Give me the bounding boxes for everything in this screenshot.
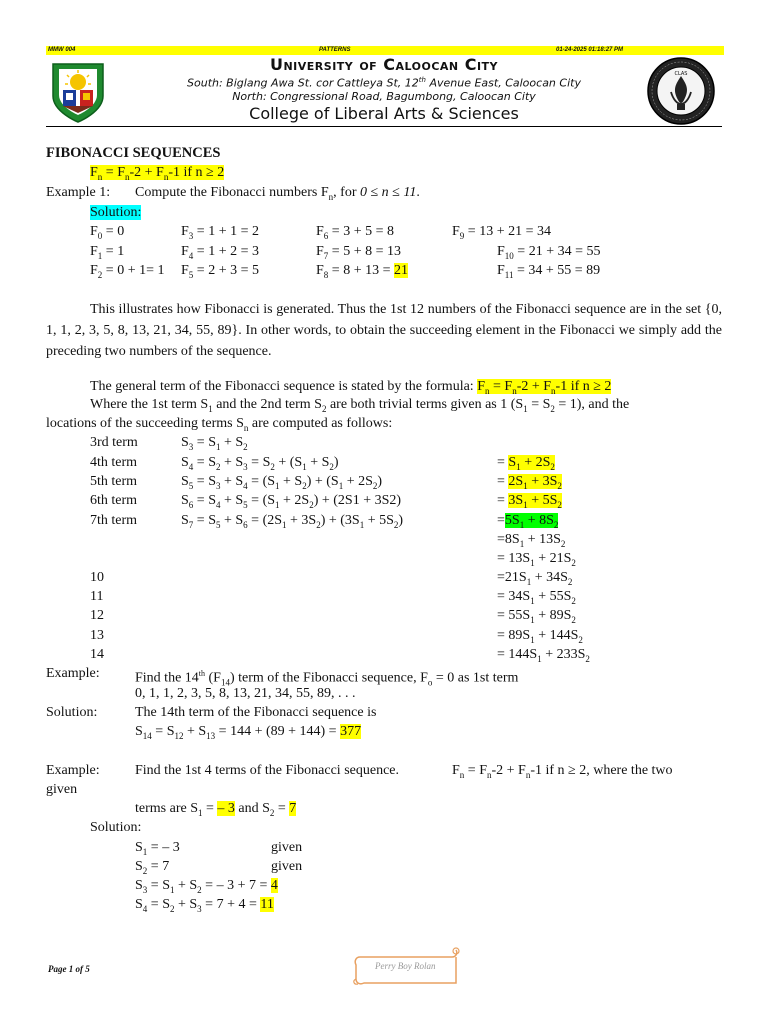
topic: PATTERNS — [319, 47, 351, 53]
fib-value: $F_9 = 13 + 21 = 34$ — [452, 224, 551, 241]
example2-line1: The 14th term of the Fibonacci sequence is — [135, 705, 377, 720]
example3-label: Example: — [46, 763, 100, 778]
fib-value: $F_1 = 1$ — [90, 244, 125, 261]
seal-text: CLAS — [674, 71, 688, 77]
term-result: $=8S_1 + 13S_2$ — [497, 532, 566, 549]
course-code: MMW 004 — [48, 47, 76, 53]
term-result: = $89S_1 + 144S_2$ — [497, 628, 583, 645]
term-expr: $S_3 = S_1 + S_2$ — [181, 435, 248, 452]
fib-value: $F_7 = 5 + 8 = 13$ — [316, 244, 401, 261]
fib-value: $F_6 = 3 + 5 = 8$ — [316, 224, 394, 241]
term-result: = $13S_1 + 21S_2$ — [497, 551, 576, 568]
term-label: 7th term — [90, 513, 138, 528]
fib-value: $F_0 = 0$ — [90, 224, 125, 241]
header-bar — [46, 46, 724, 55]
term-result: = $55S_1 + 89S_2$ — [497, 608, 576, 625]
example3-solution-label: Solution: — [90, 820, 142, 835]
example3-given: given — [46, 782, 78, 797]
page-number: Page 1 of 5 — [48, 964, 90, 974]
term-expr: $S_5 = S_3 + S_4 = (S_1 + S_2) + (S_1 + 2S_2)$ — [181, 474, 383, 491]
timestamp: 01-24-2025 01:18:27 PM — [556, 47, 624, 53]
term-expr: $S_7 = S_5 + S_6 = (2S_1 + 3S_2) + (3S_1 + 5S_2)$ — [181, 513, 404, 530]
term-result: = $144S_1 + 233S_2$ — [497, 647, 590, 664]
term-number: 11 — [90, 589, 104, 604]
term-label: 4th term — [90, 455, 138, 470]
term-result: $=21S_1 + 34S_2$ — [497, 570, 573, 587]
paragraph-3-line2: locations of the succeeding terms $S_n$ are computed as follows: — [46, 416, 393, 433]
address-south: South: Biglang Awa St. cor Cattleya St, 12th Avenue East, Caloocan City — [187, 76, 581, 90]
fib-value: $F_8 = 8 + 13 = 21$ — [316, 263, 408, 280]
paragraph-3-line1: Where the 1st term $S_1$ and the 2nd term $S_2$ are both trivial terms given as 1 $(S_1 = S_2 = 1)$, and the — [90, 397, 630, 414]
fib-value: $F_4 = 1 + 2 = 3$ — [181, 244, 259, 261]
fib-value: $F_{10} = 21 + 34 = 55$ — [497, 244, 601, 261]
fib-value: $F_{11} = 34 + 55 = 89$ — [497, 263, 601, 280]
fib-value: $F_3 = 1 + 1 = 2$ — [181, 224, 259, 241]
formula-top: $F_n = F_n-2 + F_n-1$ if n ≥ 2 — [90, 165, 225, 182]
term-expr: $S_4 = S_2 + S_3 = S_2 + (S_1 + S_2)$ — [181, 455, 339, 472]
college-name: College of Liberal Arts & Sciences — [249, 104, 519, 123]
term-number: 14 — [90, 647, 104, 662]
fib-value: $F_5 = 2 + 3 = 5$ — [181, 263, 259, 280]
solution-line: $S_1$ = – 3 — [135, 840, 180, 857]
term-label: 3rd term — [90, 435, 138, 450]
fib-value: $F_2 = 0 + 1= 1$ — [90, 263, 165, 280]
paragraph-1: This illustrates how Fibonacci is generated. Thus the 1st 12 numbers of the Fibonacci sequence are in the set {0, 1, 1, 2, 3, 5, 8, 13, 21, 34, 55, 89}. In other words, to obtain the succeeding element in the Fibonacci we simply add the preceding two numbers of the sequence. — [46, 302, 722, 359]
solution-line: $S_4 = S_2 + S_3 = 7 + 4 = 11$ — [135, 897, 274, 914]
term-label: 6th term — [90, 493, 138, 508]
solution-given: given — [271, 840, 303, 855]
solution-given: given — [271, 859, 303, 874]
paragraph-2: The general term of the Fibonacci sequence is stated by the formula: $F_n = F_n-2 + F_n-1$ if n ≥ 2 — [90, 379, 612, 396]
solution-line: $S_3 = S_1 + S_2$ = – 3 + 7 = 4 — [135, 878, 278, 895]
term-number: 10 — [90, 570, 104, 585]
term-result: = $3S_1 + 5S_2$ — [497, 493, 562, 510]
term-label: 5th term — [90, 474, 138, 489]
solution-line: $S_2 = 7$ — [135, 859, 170, 876]
example2-solution-label: Solution: — [46, 705, 98, 720]
example1-task: Compute the Fibonacci numbers $F_n$, for 0 ≤ n ≤ 11. — [135, 185, 420, 202]
signature-name: Perry Boy Rolan — [375, 961, 436, 971]
example2-task: Find the 14th $(F_{14})$ term of the Fibonacci sequence, $F_o = 0$ as 1st term — [135, 669, 519, 688]
example1-solution-label: Solution: — [90, 205, 142, 220]
example3-terms: terms are $S_1$ = – 3 and $S_2 = 7$ — [135, 801, 297, 818]
address-north: North: Congressional Road, Bagumbong, Caloocan City — [232, 90, 536, 103]
university-name: University of Caloocan City — [269, 55, 499, 74]
term-number: 13 — [90, 628, 104, 643]
example2-sequence: 0, 1, 1, 2, 3, 5, 8, 13, 21, 34, 55, 89, . . . — [135, 686, 356, 701]
header-divider — [46, 126, 722, 127]
example2-answer: 377 — [340, 724, 362, 739]
term-result: = $34S_1 + 55S_2$ — [497, 589, 576, 606]
example2-line2: $S_{14} = S_{12} + S_{13} = 144 + (89 + 144) = 377$ — [135, 724, 362, 741]
section-title: FIBONACCI SEQUENCES — [46, 145, 221, 161]
term-result: = $S_1 + 2S_2$ — [497, 455, 555, 472]
term-expr: $S_6 = S_4 + S_5 = (S_1 + 2S_2) + (2S1 + 3S2)$ — [181, 493, 402, 510]
example3-task: Find the 1st 4 terms of the Fibonacci sequence. — [135, 763, 399, 778]
term-number: 12 — [90, 608, 104, 623]
term-result: $=5S_1 + 8S_2$ — [497, 513, 559, 530]
example1-label: Example 1: — [46, 185, 111, 200]
example2-label: Example: — [46, 666, 100, 681]
example3-formula: $F_n = F_n-2 + F_n-1$ if n ≥ 2, where the two — [452, 763, 673, 780]
term-result: = $2S_1 + 3S_2$ — [497, 474, 562, 491]
